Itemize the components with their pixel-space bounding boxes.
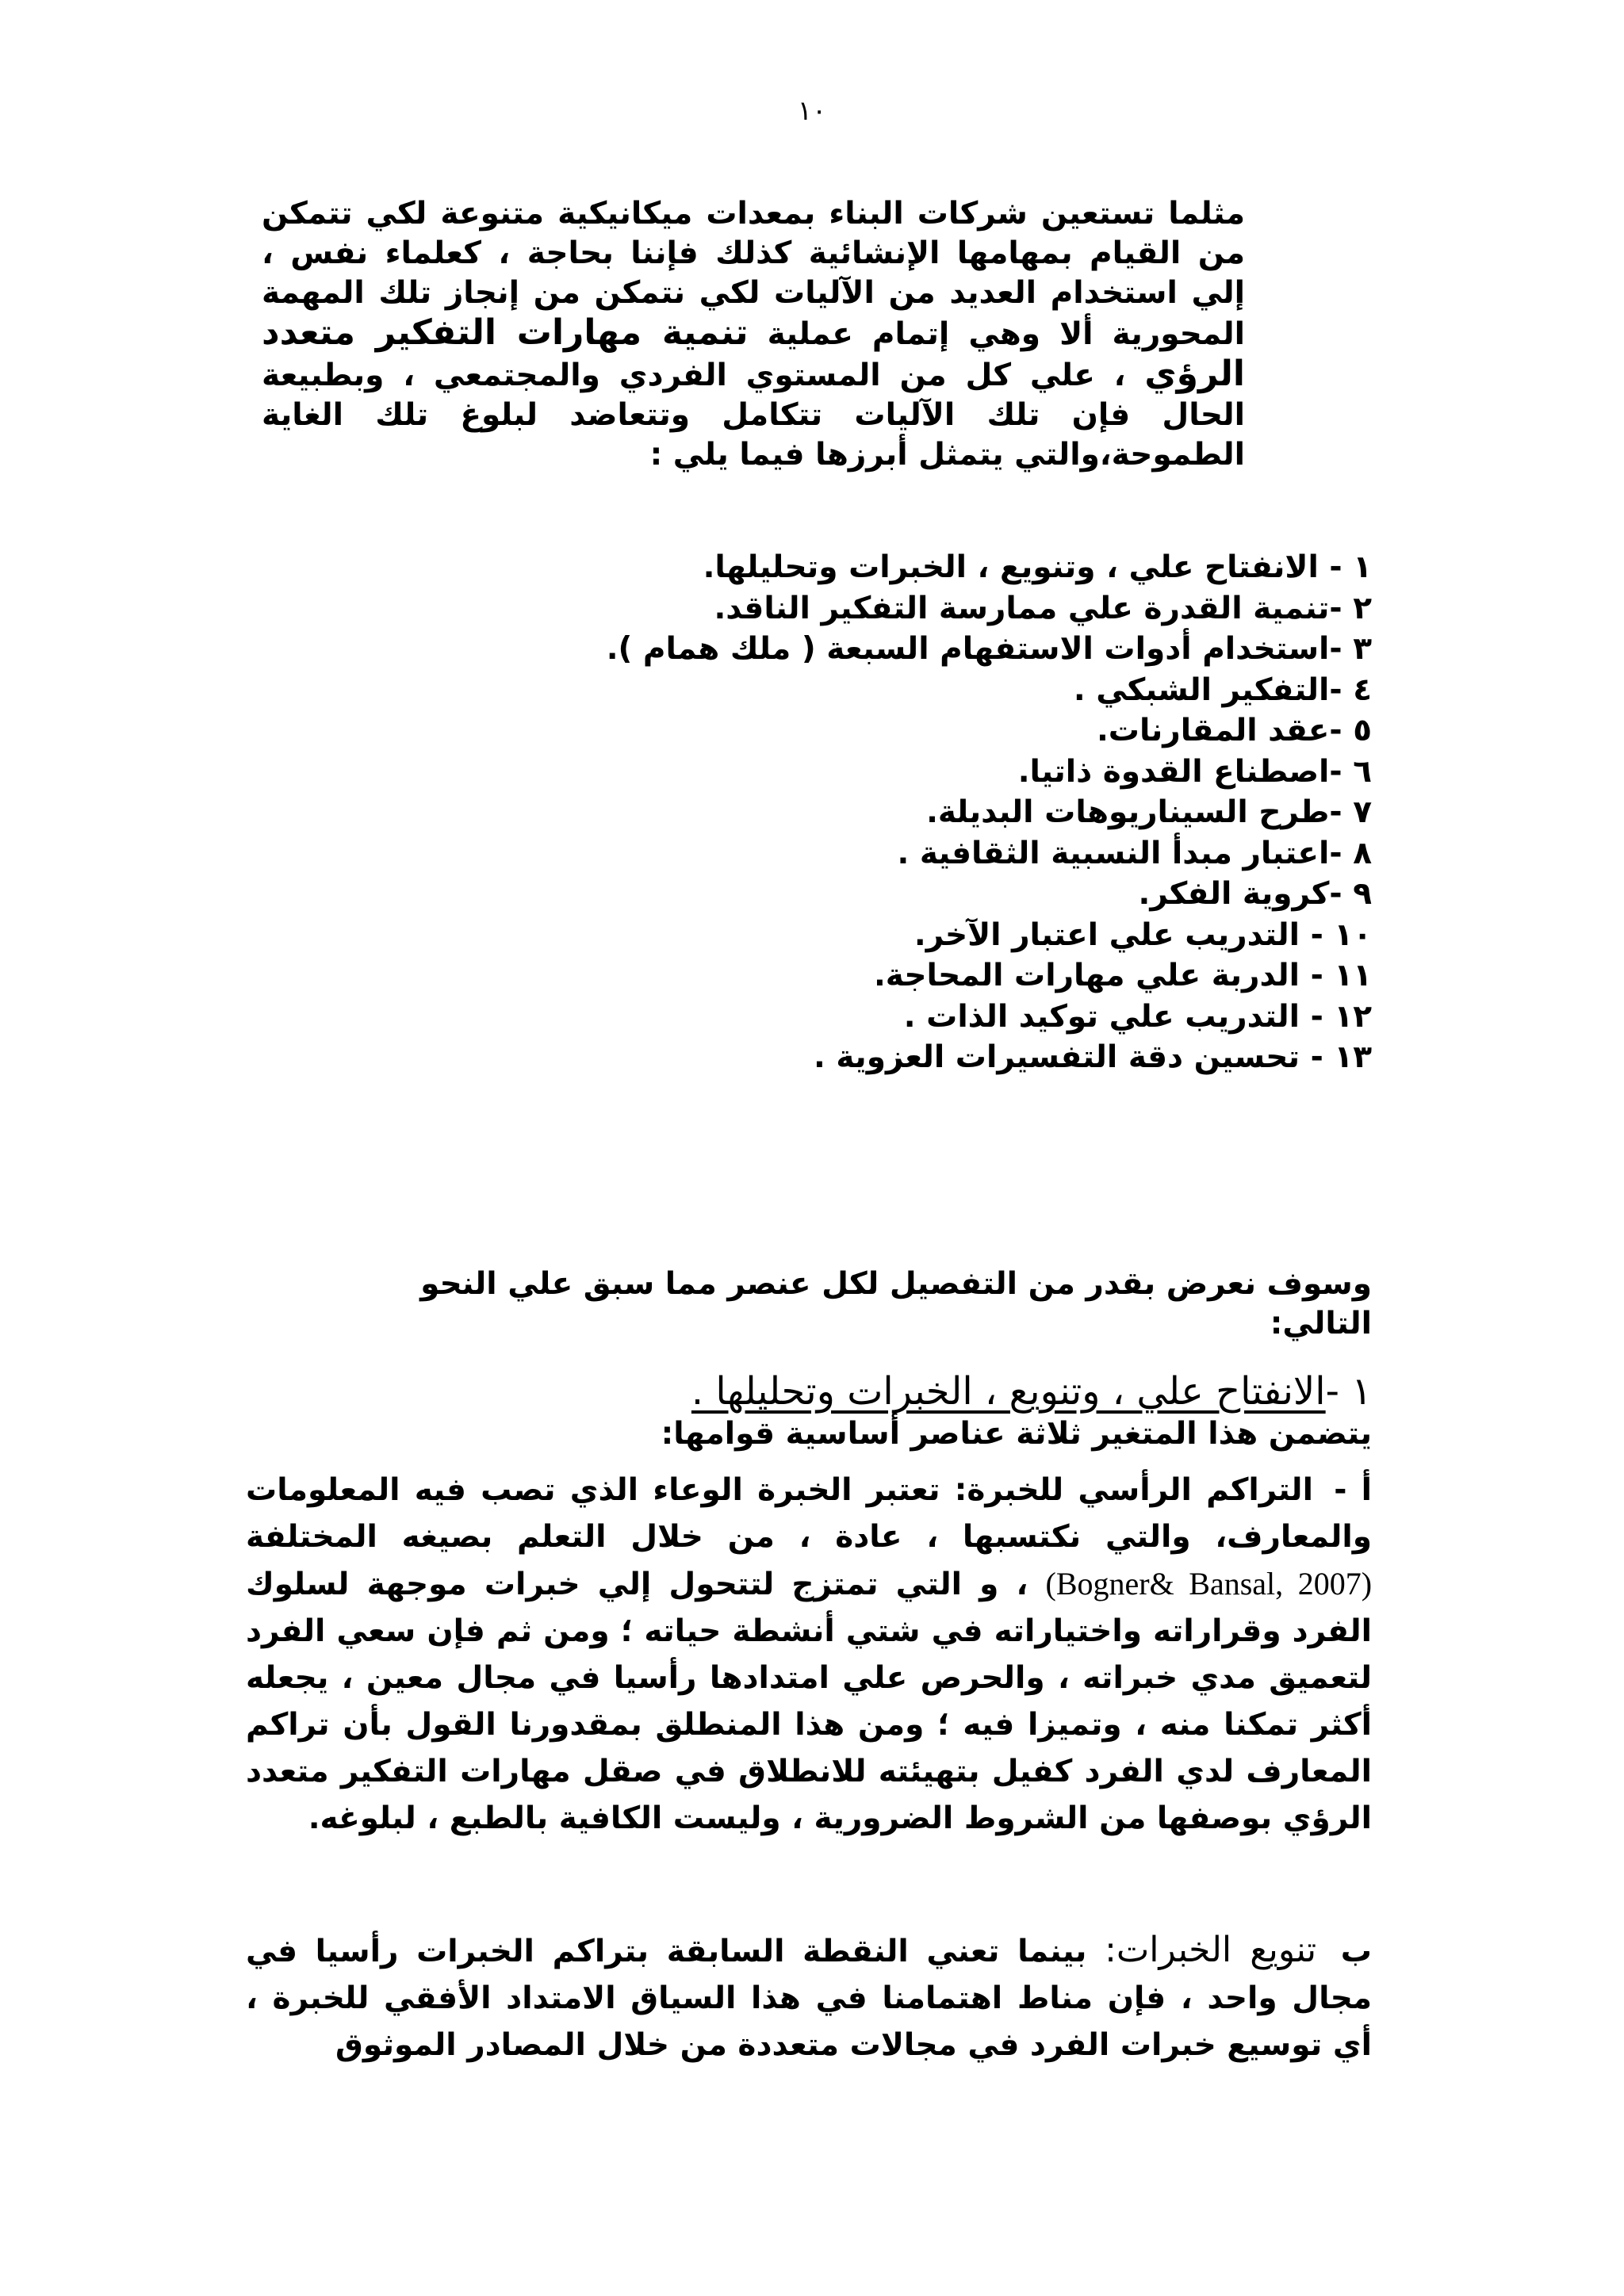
list-item: ٤ -التفكير الشبكي . xyxy=(1073,672,1372,708)
paragraph-b xyxy=(246,1927,1372,2068)
list-item: ٣ -استخدام أدوات الاستفهام السبعة ( ملك همام ). xyxy=(606,631,1372,667)
paragraph-a-text-1: تعتبر الخبرة الوعاء الذي تصب فيه المعلومات والمعارف، والتي نكتسبها ، عادة ، من خلال التعلم بصيغه المختلفة xyxy=(246,1472,1372,1555)
list-item: ١٣ - تحسين دقة التفسيرات العزوية . xyxy=(814,1039,1372,1075)
paragraph-a-citation: (Bogner& Bansal, 2007) xyxy=(1045,1566,1373,1601)
section-intro: يتضمن هذا المتغير ثلاثة عناصر أساسية قوامها: xyxy=(661,1416,1372,1452)
mechanisms-list xyxy=(606,547,1372,1078)
list-item: ١ - الانفتاح علي ، وتنويع ، الخبرات وتحليلها. xyxy=(703,549,1372,585)
list-item: ٦ -اصطناع القدوة ذاتيا. xyxy=(1017,753,1372,790)
lead-sentence: وسوف نعرض بقدر من التفصيل لكل عنصر مما سبق علي النحو التالي: xyxy=(420,1266,1372,1341)
intro-highlight: تنمية مهارات التفكير متعدد الرؤي xyxy=(262,312,1245,394)
paragraph-b-text: بينما تعني النقطة السابقة بتراكم الخبرات رأسيا في مجال واحد ، فإن مناط اهتمامنا في هذا السياق الامتداد الأفقي للخبرة ، أي توسيع خبرات الفرد في مجالات متعددة من خلال المصادر الموثوق xyxy=(246,1934,1372,2063)
intro-paragraph xyxy=(262,194,1245,475)
section-heading xyxy=(650,1368,1372,1415)
paragraph-b-label: تنويع الخبرات: xyxy=(1105,1930,1317,1970)
list-item: ١١ - الدربة علي مهارات المحاجة. xyxy=(873,958,1372,993)
paragraph-a-marker: أ - xyxy=(1334,1472,1372,1508)
page-number: ١٠ xyxy=(797,95,827,127)
list-item: ٢ -تنمية القدرة علي ممارسة التفكير الناقد. xyxy=(714,590,1372,626)
paragraph-a xyxy=(246,1467,1372,1842)
section-title: الانفتاح علي ، وتنويع ، الخبرات وتحليلها . xyxy=(691,1369,1326,1414)
list-item: ٥ -عقد المقارنات. xyxy=(1096,713,1372,748)
list-item: ١٠ - التدريب علي اعتبار الآخر. xyxy=(914,916,1372,953)
intro-text-end: ، علي كل من المستوي الفردي والمجتمعي ، وبطبيعة الحال فإن تلك الآليات تتكامل وتتعاضد لبلوغ تلك الغاية الطموحة،والتي يتمثل أبرزها فيما يلي : xyxy=(262,358,1245,473)
intro-text-start: مثلما تستعين شركات البناء بمعدات ميكانيكية متنوعة لكي تتمكن من القيام بمهامها الإنشائية كذلك فإننا بحاجة ، كعلماء نفس ، إلي استخدام العديد من الآليات لكي نتمكن من إنجاز تلك المهمة المحورية ألا وهي إتمام عملية xyxy=(262,196,1245,352)
list-item: ٨ -اعتبار مبدأ النسبية الثقافية . xyxy=(897,835,1372,871)
list-item: ٩ -كروية الفكر. xyxy=(1138,876,1372,912)
paragraph-a-label: التراكم الرأسي للخبرة: xyxy=(954,1472,1313,1508)
list-item: ١٢ - التدريب علي توكيد الذات . xyxy=(903,998,1372,1035)
paragraph-a-text-2: ، و التي تمتزج لتتحول إلي خبرات موجهة لسلوك الفرد وقراراته واختياراته في شتي أنشطة حياته ؛ ومن ثم فإن سعي الفرد لتعميق مدي خبراته ، والحرص علي امتدادها رأسيا في مجال معين ، يجعله أكثر تمكنا منه ، وتميزا فيه ؛ ومن هذا المنطلق بمقدورنا القول بأن تراكم المعارف لدي الفرد كفيل بتهيئته للانطلاق في صقل مهارات التفكير متعدد الرؤي بوصفها من الشروط الضرورية ، وليست الكافية بالطبع ، لبلوغه. xyxy=(246,1567,1372,1836)
section-number: ١ - xyxy=(1325,1369,1372,1414)
list-item: ٧ -طرح السيناريوهات البديلة. xyxy=(926,794,1372,830)
paragraph-b-marker: ب xyxy=(1340,1934,1372,1969)
